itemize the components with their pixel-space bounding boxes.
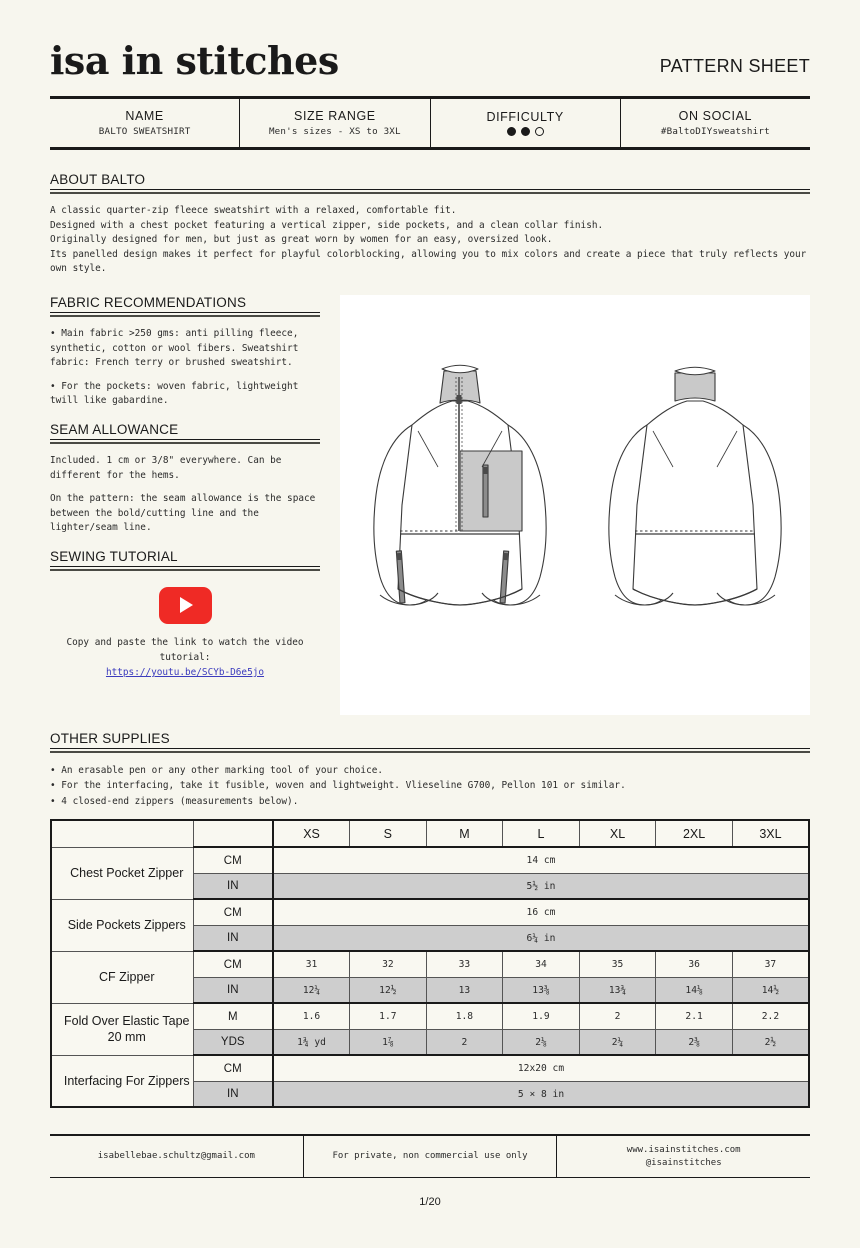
supplies-list: [50, 763, 810, 810]
value-cell: 14½: [732, 977, 809, 1003]
row-label: Interfacing For Zippers: [51, 1055, 193, 1107]
value-cell: 14⅛: [656, 977, 733, 1003]
info-social-value: #BaltoDIYsweatshirt: [660, 126, 770, 137]
seam-heading: SEAM ALLOWANCE: [50, 422, 320, 440]
footer-license: For private, non commercial use only: [304, 1136, 558, 1177]
value-cell: 2: [426, 1029, 503, 1055]
row-label: Chest Pocket Zipper: [51, 847, 193, 899]
page-footer: [50, 1134, 810, 1178]
value-cell: 1¾ yd: [273, 1029, 350, 1055]
value-cell: 34: [503, 951, 580, 977]
about-line-1: A classic quarter-zip fleece sweatshirt with a relaxed, comfortable fit.: [50, 205, 457, 216]
about-line-2: Designed with a chest pocket featuring a vertical zipper, side pockets, and a clean collar finish.: [50, 219, 604, 231]
info-name-title: NAME: [125, 109, 164, 123]
youtube-play-icon[interactable]: [159, 587, 212, 624]
row-label: Fold Over Elastic Tape 20 mm: [51, 1003, 193, 1055]
value-cell: 16 cm: [273, 899, 809, 925]
table-header-row: [51, 820, 809, 847]
difficulty-rating: [507, 127, 544, 136]
value-cell: 12¼: [273, 977, 350, 1003]
supply-item-2: • For the interfacing, take it fusible, woven and lightweight. Vlieseline G700, Pellon 101 or similar.: [50, 780, 626, 792]
unit-cell: CM: [193, 899, 273, 925]
tutorial-instructions: Copy and paste the link to watch the video tutorial:: [66, 636, 304, 663]
about-heading: ABOUT BALTO: [50, 172, 810, 190]
value-cell: 32: [350, 951, 427, 977]
about-section: [50, 172, 810, 277]
masthead: [32, 0, 828, 88]
value-cell: 2: [579, 1003, 656, 1029]
value-cell: 35: [579, 951, 656, 977]
footer-handle[interactable]: @isainstitches: [645, 1157, 722, 1168]
value-cell: 14 cm: [273, 847, 809, 873]
value-cell: 5½ in: [273, 873, 809, 899]
sweatshirt-front-technical-drawing: [374, 365, 546, 605]
tutorial-heading: SEWING TUTORIAL: [50, 549, 320, 567]
unit-cell: YDS: [193, 1029, 273, 1055]
fabric-heading: FABRIC RECOMMENDATIONS: [50, 295, 320, 313]
supplies-rule: [50, 751, 810, 753]
content-columns: [50, 295, 810, 715]
youtube-button-wrap: [50, 587, 320, 624]
value-cell: 1.7: [350, 1003, 427, 1029]
unit-cell: CM: [193, 951, 273, 977]
fabric-section: [50, 295, 320, 409]
seam-para-2: On the pattern: the seam allowance is the space between the bold/cutting line and the lighter/seam line.: [50, 493, 316, 534]
value-cell: 12½: [350, 977, 427, 1003]
size-header-xs: XS: [273, 820, 350, 847]
tutorial-rule: [50, 569, 320, 571]
pattern-info-strip: [50, 96, 810, 150]
info-difficulty-title: DIFFICULTY: [486, 110, 564, 124]
play-triangle-icon: [180, 597, 193, 613]
value-cell: 13⅜: [503, 977, 580, 1003]
info-social-title: ON SOCIAL: [678, 109, 753, 123]
fabric-bullet-1: • Main fabric >250 gms: anti pilling fleece, synthetic, cotton or wool fibers. Sweatshirt fabric: French terry or brushed sweatshirt.: [50, 327, 299, 369]
measurements-table: [50, 819, 810, 1108]
table-row: [51, 951, 809, 977]
value-cell: 2⅛: [503, 1029, 580, 1055]
fabric-bullet-2: • For the pockets: woven fabric, lightweight twill like gabardine.: [50, 380, 299, 407]
table-row: [51, 1003, 809, 1029]
sheet-label: PATTERN SHEET: [659, 56, 810, 76]
size-header-xl: XL: [579, 820, 656, 847]
size-header-m: M: [426, 820, 503, 847]
fabric-rule: [50, 315, 320, 317]
value-cell: 1⅞: [350, 1029, 427, 1055]
value-cell: 1.9: [503, 1003, 580, 1029]
value-cell: 12x20 cm: [273, 1055, 809, 1081]
value-cell: 2½: [732, 1029, 809, 1055]
unit-cell: IN: [193, 925, 273, 951]
header-blank-unit: [193, 820, 273, 847]
value-cell: 2.2: [732, 1003, 809, 1029]
footer-website[interactable]: www.isainstitches.com: [626, 1144, 741, 1155]
tutorial-video-link[interactable]: https://youtu.be/SCYb-D6e5jo: [105, 667, 265, 679]
value-cell: 6¼ in: [273, 925, 809, 951]
about-body: [50, 204, 810, 277]
about-line-4: Its panelled design makes it perfect for playful colorblocking, allowing you to mix colors and create a piece that truly reflects your own style.: [50, 248, 807, 275]
left-column: [50, 295, 320, 715]
value-cell: 37: [732, 951, 809, 977]
page-number: 1/20: [419, 1196, 441, 1208]
info-name-value: BALTO SWEATSHIRT: [98, 126, 191, 137]
unit-cell: CM: [193, 1055, 273, 1081]
value-cell: 33: [426, 951, 503, 977]
supply-item-1: • An erasable pen or any other marking tool of your choice.: [50, 764, 384, 776]
unit-cell: IN: [193, 1081, 273, 1107]
value-cell: 13: [426, 977, 503, 1003]
size-header-2xl: 2XL: [656, 820, 733, 847]
supply-item-3: • 4 closed-end zippers (measurements below).: [50, 795, 299, 807]
row-label: CF Zipper: [51, 951, 193, 1003]
footer-links: [557, 1136, 810, 1177]
info-cell-difficulty: [431, 99, 621, 147]
value-cell: 13¾: [579, 977, 656, 1003]
about-rule: [50, 192, 810, 194]
difficulty-dot-1: [507, 127, 516, 136]
other-supplies-section: [50, 731, 810, 810]
garment-technical-drawings: [340, 355, 810, 655]
seam-allowance-section: [50, 422, 320, 536]
unit-cell: M: [193, 1003, 273, 1029]
seam-para-1: Included. 1 cm or 3/8" everywhere. Can be different for the hems.: [50, 454, 282, 481]
table-row: [51, 847, 809, 873]
unit-cell: IN: [193, 873, 273, 899]
size-header-l: L: [503, 820, 580, 847]
header-blank-corner: [51, 820, 193, 847]
value-cell: 2⅜: [656, 1029, 733, 1055]
unit-cell: IN: [193, 977, 273, 1003]
table-row: [51, 899, 809, 925]
supplies-heading: OTHER SUPPLIES: [50, 731, 810, 749]
sewing-tutorial-section: [50, 549, 320, 681]
value-cell: 31: [273, 951, 350, 977]
value-cell: 36: [656, 951, 733, 977]
sweatshirt-back-technical-drawing: [609, 367, 781, 605]
seam-rule: [50, 442, 320, 444]
info-size-value: Men's sizes - XS to 3XL: [268, 126, 401, 137]
footer-email[interactable]: isabellebae.schultz@gmail.com: [50, 1136, 304, 1177]
difficulty-dot-3: [535, 127, 544, 136]
value-cell: 5 × 8 in: [273, 1081, 809, 1107]
size-header-3xl: 3XL: [732, 820, 809, 847]
table-row: [51, 1055, 809, 1081]
info-size-title: SIZE RANGE: [294, 109, 376, 123]
info-cell-size-range: [240, 99, 430, 147]
right-column: [340, 295, 810, 715]
value-cell: 2¼: [579, 1029, 656, 1055]
info-cell-name: [50, 99, 240, 147]
value-cell: 2.1: [656, 1003, 733, 1029]
info-cell-social: [621, 99, 810, 147]
brand-title: isa in stitches: [50, 38, 339, 83]
size-header-s: S: [350, 820, 427, 847]
row-label: Side Pockets Zippers: [51, 899, 193, 951]
unit-cell: CM: [193, 847, 273, 873]
value-cell: 1.6: [273, 1003, 350, 1029]
about-line-3: Originally designed for men, but just as great worn by women for an easy, oversized look.: [50, 234, 553, 246]
difficulty-dot-2: [521, 127, 530, 136]
technical-illustration-panel: [340, 295, 810, 715]
value-cell: 1.8: [426, 1003, 503, 1029]
